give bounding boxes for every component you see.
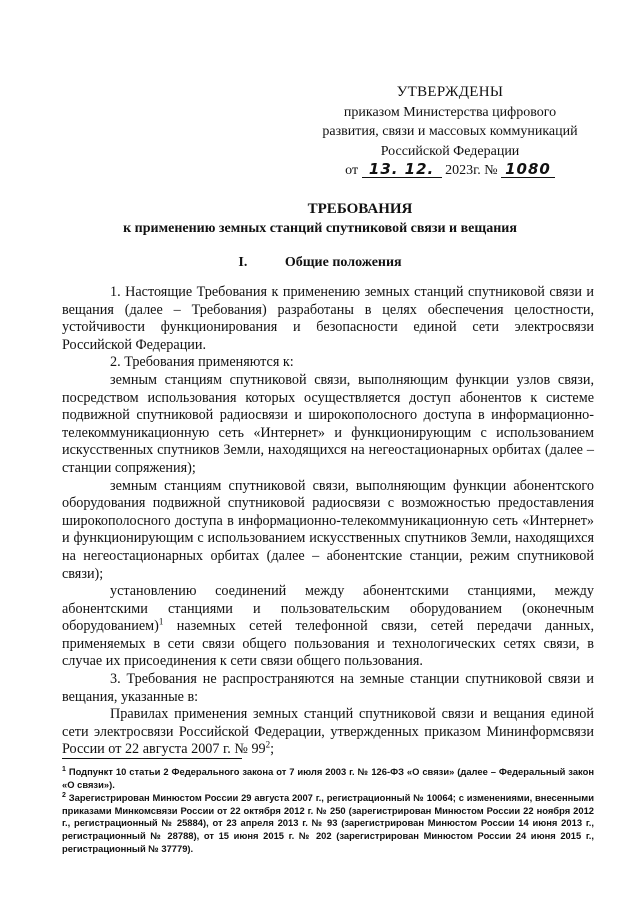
title-heading: ТРЕБОВАНИЯ — [307, 201, 413, 217]
paragraph-4: земным станциям спутниковой связи, выполняющим функции абонентского оборудования подвижной спутниковой радиосвязи с возможностью предоставления широкополосного доступа в информационно-телекоммуникационную сеть «Интернет» и функционирующим с использованием искусственных спутников Земли, находящихся на негеостационарных орбитах (далее – абонентские станции, режим спутниковой связи); — [62, 477, 594, 582]
document-title — [40, 200, 600, 238]
footnote-2 — [62, 792, 594, 855]
approval-line-3: Российской Федерации — [380, 143, 520, 159]
footnote-1-text: Подпункт 10 статьи 2 Федерального закона от 7 июля 2003 г. № 126-ФЗ «О связи» (далее – Федеральный закон «О связи»). — [62, 766, 594, 790]
approval-block — [300, 83, 600, 181]
footnote-2-text: Зарегистрирован Минюстом России 29 августа 2007 г., регистрационный № 10064; с изменениями, внесенными приказами Минкомсвязи России от 22 октября 2012 г. № 250 (зарегистрирован Минюстом России 22 ноября 2012 г., регистрационный № 25884), от 23 апреля 2013 г. № 93 (зарегистрирован Минюстом России 14 июня 2013 г., регистрационный № 28788), от 15 июня 2015 г. № 202 (зарегистрирован Минюстом России 24 июня 2015 г., регистрационный № 37779). — [62, 792, 594, 854]
approval-line-2: развития, связи и массовых коммуникаций — [322, 124, 578, 139]
title-subheading: к применению земных станций спутниковой связи и вещания — [123, 221, 517, 236]
footnote-ref-1[interactable]: 1 — [158, 616, 164, 627]
paragraph-7 — [62, 706, 594, 759]
section-heading — [40, 255, 600, 271]
order-year-label: 2023г. № — [445, 163, 498, 178]
paragraph-1: 1. Настоящие Требования к применению земных станций спутниковой связи и вещания (далее – Требования) разработаны в целях обеспечения целостности, устойчивости функционирования и безопасности единой сети электросвязи Российской Федерации. — [62, 284, 594, 353]
section-name: Общие положения — [284, 255, 402, 270]
footnotes — [62, 766, 594, 856]
handwritten-date: 13. 12. — [362, 161, 442, 178]
footnote-ref-2[interactable]: 2 — [265, 739, 271, 750]
paragraph-3: земным станциям спутниковой связи, выполняющим функции узлов связи, посредством использования которых осуществляется доступ абонентов к системе подвижной спутниковой радиосвязи и широкополосного доступа в информационно-телекоммуникационную сеть «Интернет» и функционирующим с использованием искусственных спутников Земли, находящихся на негеостационарных орбитах (далее – станции сопряжения); — [62, 371, 594, 476]
section-number: I. — [238, 255, 248, 270]
approval-heading: УТВЕРЖДЕНЫ — [396, 84, 504, 100]
document-body — [62, 284, 594, 759]
paragraph-7-part-a: Правилах применения земных станций спутниковой связи и вещания единой сети электросвязи Российской Федерации, утвержденных приказом Мининформсвязи России от 22 августа 2007 г. № 99 — [62, 706, 594, 758]
paragraph-5-part-a: установлению соединений между абонентскими станциями, между абонентскими станциями и пользовательским оборудованием (оконечным оборудованием) — [62, 583, 594, 635]
handwritten-order-number: 1080 — [501, 161, 555, 178]
footnote-1-mark: 1 — [62, 765, 66, 773]
paragraph-5 — [62, 583, 594, 671]
paragraph-2: 2. Требования применяются к: — [110, 354, 294, 371]
paragraph-5-part-b: наземных сетей телефонной связи, сетей передачи данных, применяемых в сети связи общего пользования и технологических сетях связи, в случае их присоединения к сети связи общего пользования. — [62, 618, 594, 670]
footnote-2-mark: 2 — [62, 792, 66, 800]
footnote-1 — [62, 766, 594, 791]
paragraph-7-part-b: ; — [270, 741, 275, 758]
paragraph-6: 3. Требования не распространяются на земные станции спутниковой связи и вещания, указанные в: — [62, 671, 594, 705]
approval-date-line — [300, 161, 600, 181]
footnote-divider — [62, 758, 242, 759]
date-prefix: от — [345, 163, 359, 178]
approval-line-1: приказом Министерства цифрового — [343, 104, 557, 120]
